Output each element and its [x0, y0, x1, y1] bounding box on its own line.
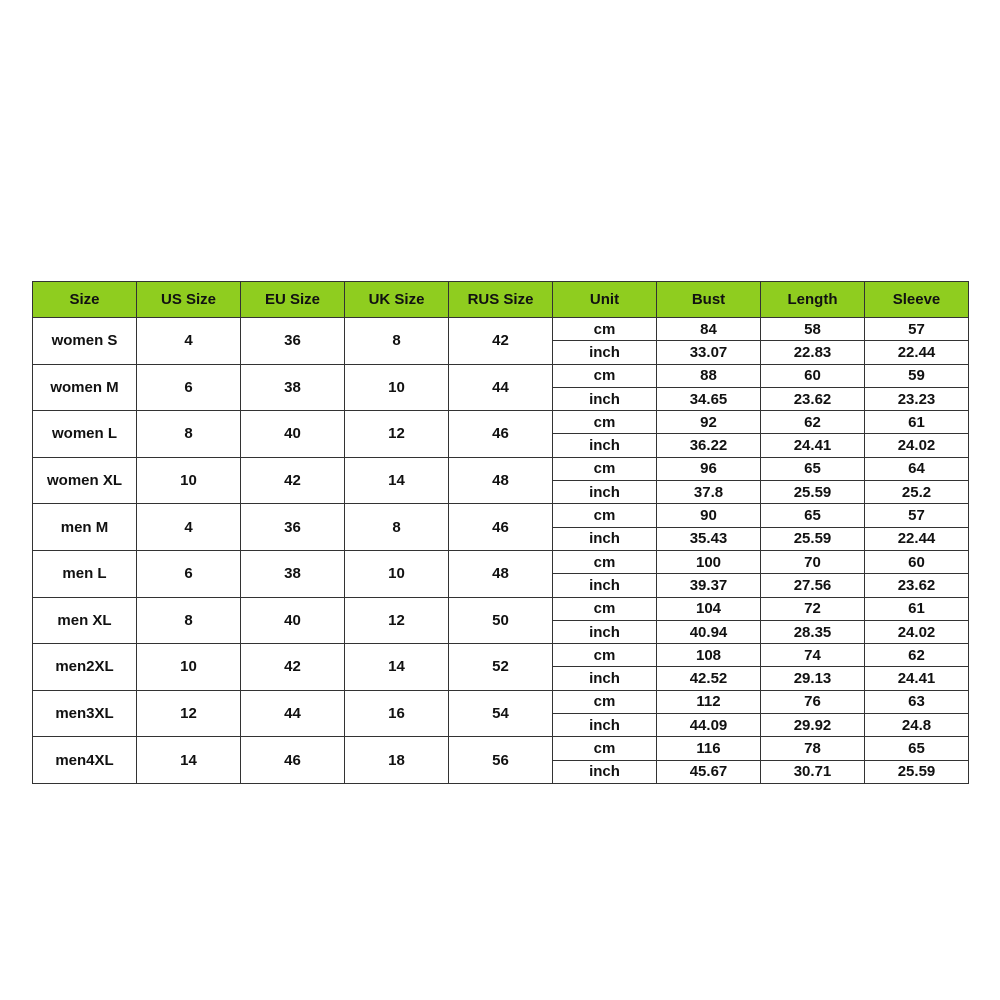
length-cell: 58: [761, 318, 865, 341]
length-cell: 70: [761, 550, 865, 573]
sleeve-cell: 25.59: [865, 760, 969, 783]
length-cell: 28.35: [761, 620, 865, 643]
length-cell: 60: [761, 364, 865, 387]
us-size-cell: 6: [137, 364, 241, 411]
unit-cell: inch: [553, 387, 657, 410]
bust-cell: 116: [657, 737, 761, 760]
rus-size-cell: 48: [449, 550, 553, 597]
length-cell: 25.59: [761, 481, 865, 504]
bust-cell: 45.67: [657, 760, 761, 783]
table-row: [33, 411, 969, 434]
sleeve-cell: 62: [865, 644, 969, 667]
unit-cell: cm: [553, 504, 657, 527]
unit-cell: cm: [553, 644, 657, 667]
length-cell: 65: [761, 504, 865, 527]
header-row: [33, 282, 969, 318]
us-size-cell: 8: [137, 597, 241, 644]
length-cell: 78: [761, 737, 865, 760]
bust-cell: 100: [657, 550, 761, 573]
length-cell: 29.92: [761, 714, 865, 737]
size-chart-table: [32, 281, 969, 784]
sleeve-cell: 59: [865, 364, 969, 387]
unit-cell: inch: [553, 481, 657, 504]
us-size-cell: 10: [137, 644, 241, 691]
length-cell: 76: [761, 690, 865, 713]
table-header: [33, 282, 969, 318]
uk-size-cell: 18: [345, 737, 449, 784]
length-cell: 23.62: [761, 387, 865, 410]
column-header: Sleeve: [865, 282, 969, 318]
unit-cell: cm: [553, 318, 657, 341]
sleeve-cell: 24.02: [865, 434, 969, 457]
bust-cell: 40.94: [657, 620, 761, 643]
length-cell: 65: [761, 457, 865, 480]
uk-size-cell: 10: [345, 364, 449, 411]
size-cell: men M: [33, 504, 137, 551]
unit-cell: cm: [553, 597, 657, 620]
bust-cell: 35.43: [657, 527, 761, 550]
unit-cell: inch: [553, 434, 657, 457]
eu-size-cell: 42: [241, 457, 345, 504]
rus-size-cell: 44: [449, 364, 553, 411]
length-cell: 62: [761, 411, 865, 434]
column-header: Unit: [553, 282, 657, 318]
us-size-cell: 4: [137, 318, 241, 365]
us-size-cell: 14: [137, 737, 241, 784]
uk-size-cell: 16: [345, 690, 449, 737]
uk-size-cell: 10: [345, 550, 449, 597]
eu-size-cell: 44: [241, 690, 345, 737]
bust-cell: 33.07: [657, 341, 761, 364]
eu-size-cell: 40: [241, 411, 345, 458]
sleeve-cell: 60: [865, 550, 969, 573]
length-cell: 22.83: [761, 341, 865, 364]
unit-cell: inch: [553, 574, 657, 597]
us-size-cell: 6: [137, 550, 241, 597]
uk-size-cell: 8: [345, 504, 449, 551]
size-cell: women S: [33, 318, 137, 365]
table-row: [33, 364, 969, 387]
sleeve-cell: 23.62: [865, 574, 969, 597]
column-header: Size: [33, 282, 137, 318]
table-row: [33, 644, 969, 667]
eu-size-cell: 42: [241, 644, 345, 691]
uk-size-cell: 12: [345, 411, 449, 458]
sleeve-cell: 23.23: [865, 387, 969, 410]
bust-cell: 39.37: [657, 574, 761, 597]
column-header: US Size: [137, 282, 241, 318]
size-cell: men4XL: [33, 737, 137, 784]
us-size-cell: 8: [137, 411, 241, 458]
rus-size-cell: 42: [449, 318, 553, 365]
unit-cell: inch: [553, 714, 657, 737]
unit-cell: inch: [553, 667, 657, 690]
bust-cell: 84: [657, 318, 761, 341]
rus-size-cell: 52: [449, 644, 553, 691]
bust-cell: 92: [657, 411, 761, 434]
bust-cell: 34.65: [657, 387, 761, 410]
uk-size-cell: 14: [345, 457, 449, 504]
sleeve-cell: 57: [865, 504, 969, 527]
sleeve-cell: 22.44: [865, 341, 969, 364]
sleeve-cell: 65: [865, 737, 969, 760]
length-cell: 29.13: [761, 667, 865, 690]
length-cell: 24.41: [761, 434, 865, 457]
sleeve-cell: 25.2: [865, 481, 969, 504]
unit-cell: cm: [553, 690, 657, 713]
sleeve-cell: 57: [865, 318, 969, 341]
table-row: [33, 318, 969, 341]
length-cell: 74: [761, 644, 865, 667]
length-cell: 30.71: [761, 760, 865, 783]
bust-cell: 104: [657, 597, 761, 620]
eu-size-cell: 36: [241, 318, 345, 365]
eu-size-cell: 40: [241, 597, 345, 644]
bust-cell: 112: [657, 690, 761, 713]
unit-cell: inch: [553, 527, 657, 550]
rus-size-cell: 46: [449, 411, 553, 458]
table-row: [33, 504, 969, 527]
length-cell: 25.59: [761, 527, 865, 550]
unit-cell: inch: [553, 341, 657, 364]
uk-size-cell: 12: [345, 597, 449, 644]
column-header: UK Size: [345, 282, 449, 318]
column-header: EU Size: [241, 282, 345, 318]
rus-size-cell: 56: [449, 737, 553, 784]
bust-cell: 37.8: [657, 481, 761, 504]
unit-cell: cm: [553, 550, 657, 573]
rus-size-cell: 48: [449, 457, 553, 504]
unit-cell: cm: [553, 364, 657, 387]
eu-size-cell: 38: [241, 550, 345, 597]
bust-cell: 44.09: [657, 714, 761, 737]
unit-cell: inch: [553, 620, 657, 643]
uk-size-cell: 8: [345, 318, 449, 365]
bust-cell: 36.22: [657, 434, 761, 457]
us-size-cell: 12: [137, 690, 241, 737]
bust-cell: 42.52: [657, 667, 761, 690]
rus-size-cell: 46: [449, 504, 553, 551]
uk-size-cell: 14: [345, 644, 449, 691]
unit-cell: cm: [553, 737, 657, 760]
unit-cell: inch: [553, 760, 657, 783]
size-cell: men XL: [33, 597, 137, 644]
sleeve-cell: 64: [865, 457, 969, 480]
table-row: [33, 690, 969, 713]
column-header: Length: [761, 282, 865, 318]
bust-cell: 96: [657, 457, 761, 480]
sleeve-cell: 63: [865, 690, 969, 713]
eu-size-cell: 38: [241, 364, 345, 411]
size-cell: women L: [33, 411, 137, 458]
sleeve-cell: 61: [865, 597, 969, 620]
sleeve-cell: 61: [865, 411, 969, 434]
bust-cell: 90: [657, 504, 761, 527]
table-row: [33, 550, 969, 573]
column-header: Bust: [657, 282, 761, 318]
size-cell: women XL: [33, 457, 137, 504]
column-header: RUS Size: [449, 282, 553, 318]
eu-size-cell: 36: [241, 504, 345, 551]
bust-cell: 88: [657, 364, 761, 387]
size-cell: men3XL: [33, 690, 137, 737]
unit-cell: cm: [553, 457, 657, 480]
eu-size-cell: 46: [241, 737, 345, 784]
unit-cell: cm: [553, 411, 657, 434]
us-size-cell: 4: [137, 504, 241, 551]
rus-size-cell: 54: [449, 690, 553, 737]
table-row: [33, 737, 969, 760]
size-cell: men2XL: [33, 644, 137, 691]
size-cell: men L: [33, 550, 137, 597]
sleeve-cell: 24.02: [865, 620, 969, 643]
size-cell: women M: [33, 364, 137, 411]
table-row: [33, 457, 969, 480]
us-size-cell: 10: [137, 457, 241, 504]
sleeve-cell: 24.41: [865, 667, 969, 690]
sleeve-cell: 24.8: [865, 714, 969, 737]
table-row: [33, 597, 969, 620]
bust-cell: 108: [657, 644, 761, 667]
length-cell: 72: [761, 597, 865, 620]
sleeve-cell: 22.44: [865, 527, 969, 550]
rus-size-cell: 50: [449, 597, 553, 644]
length-cell: 27.56: [761, 574, 865, 597]
table-body: [33, 318, 969, 784]
